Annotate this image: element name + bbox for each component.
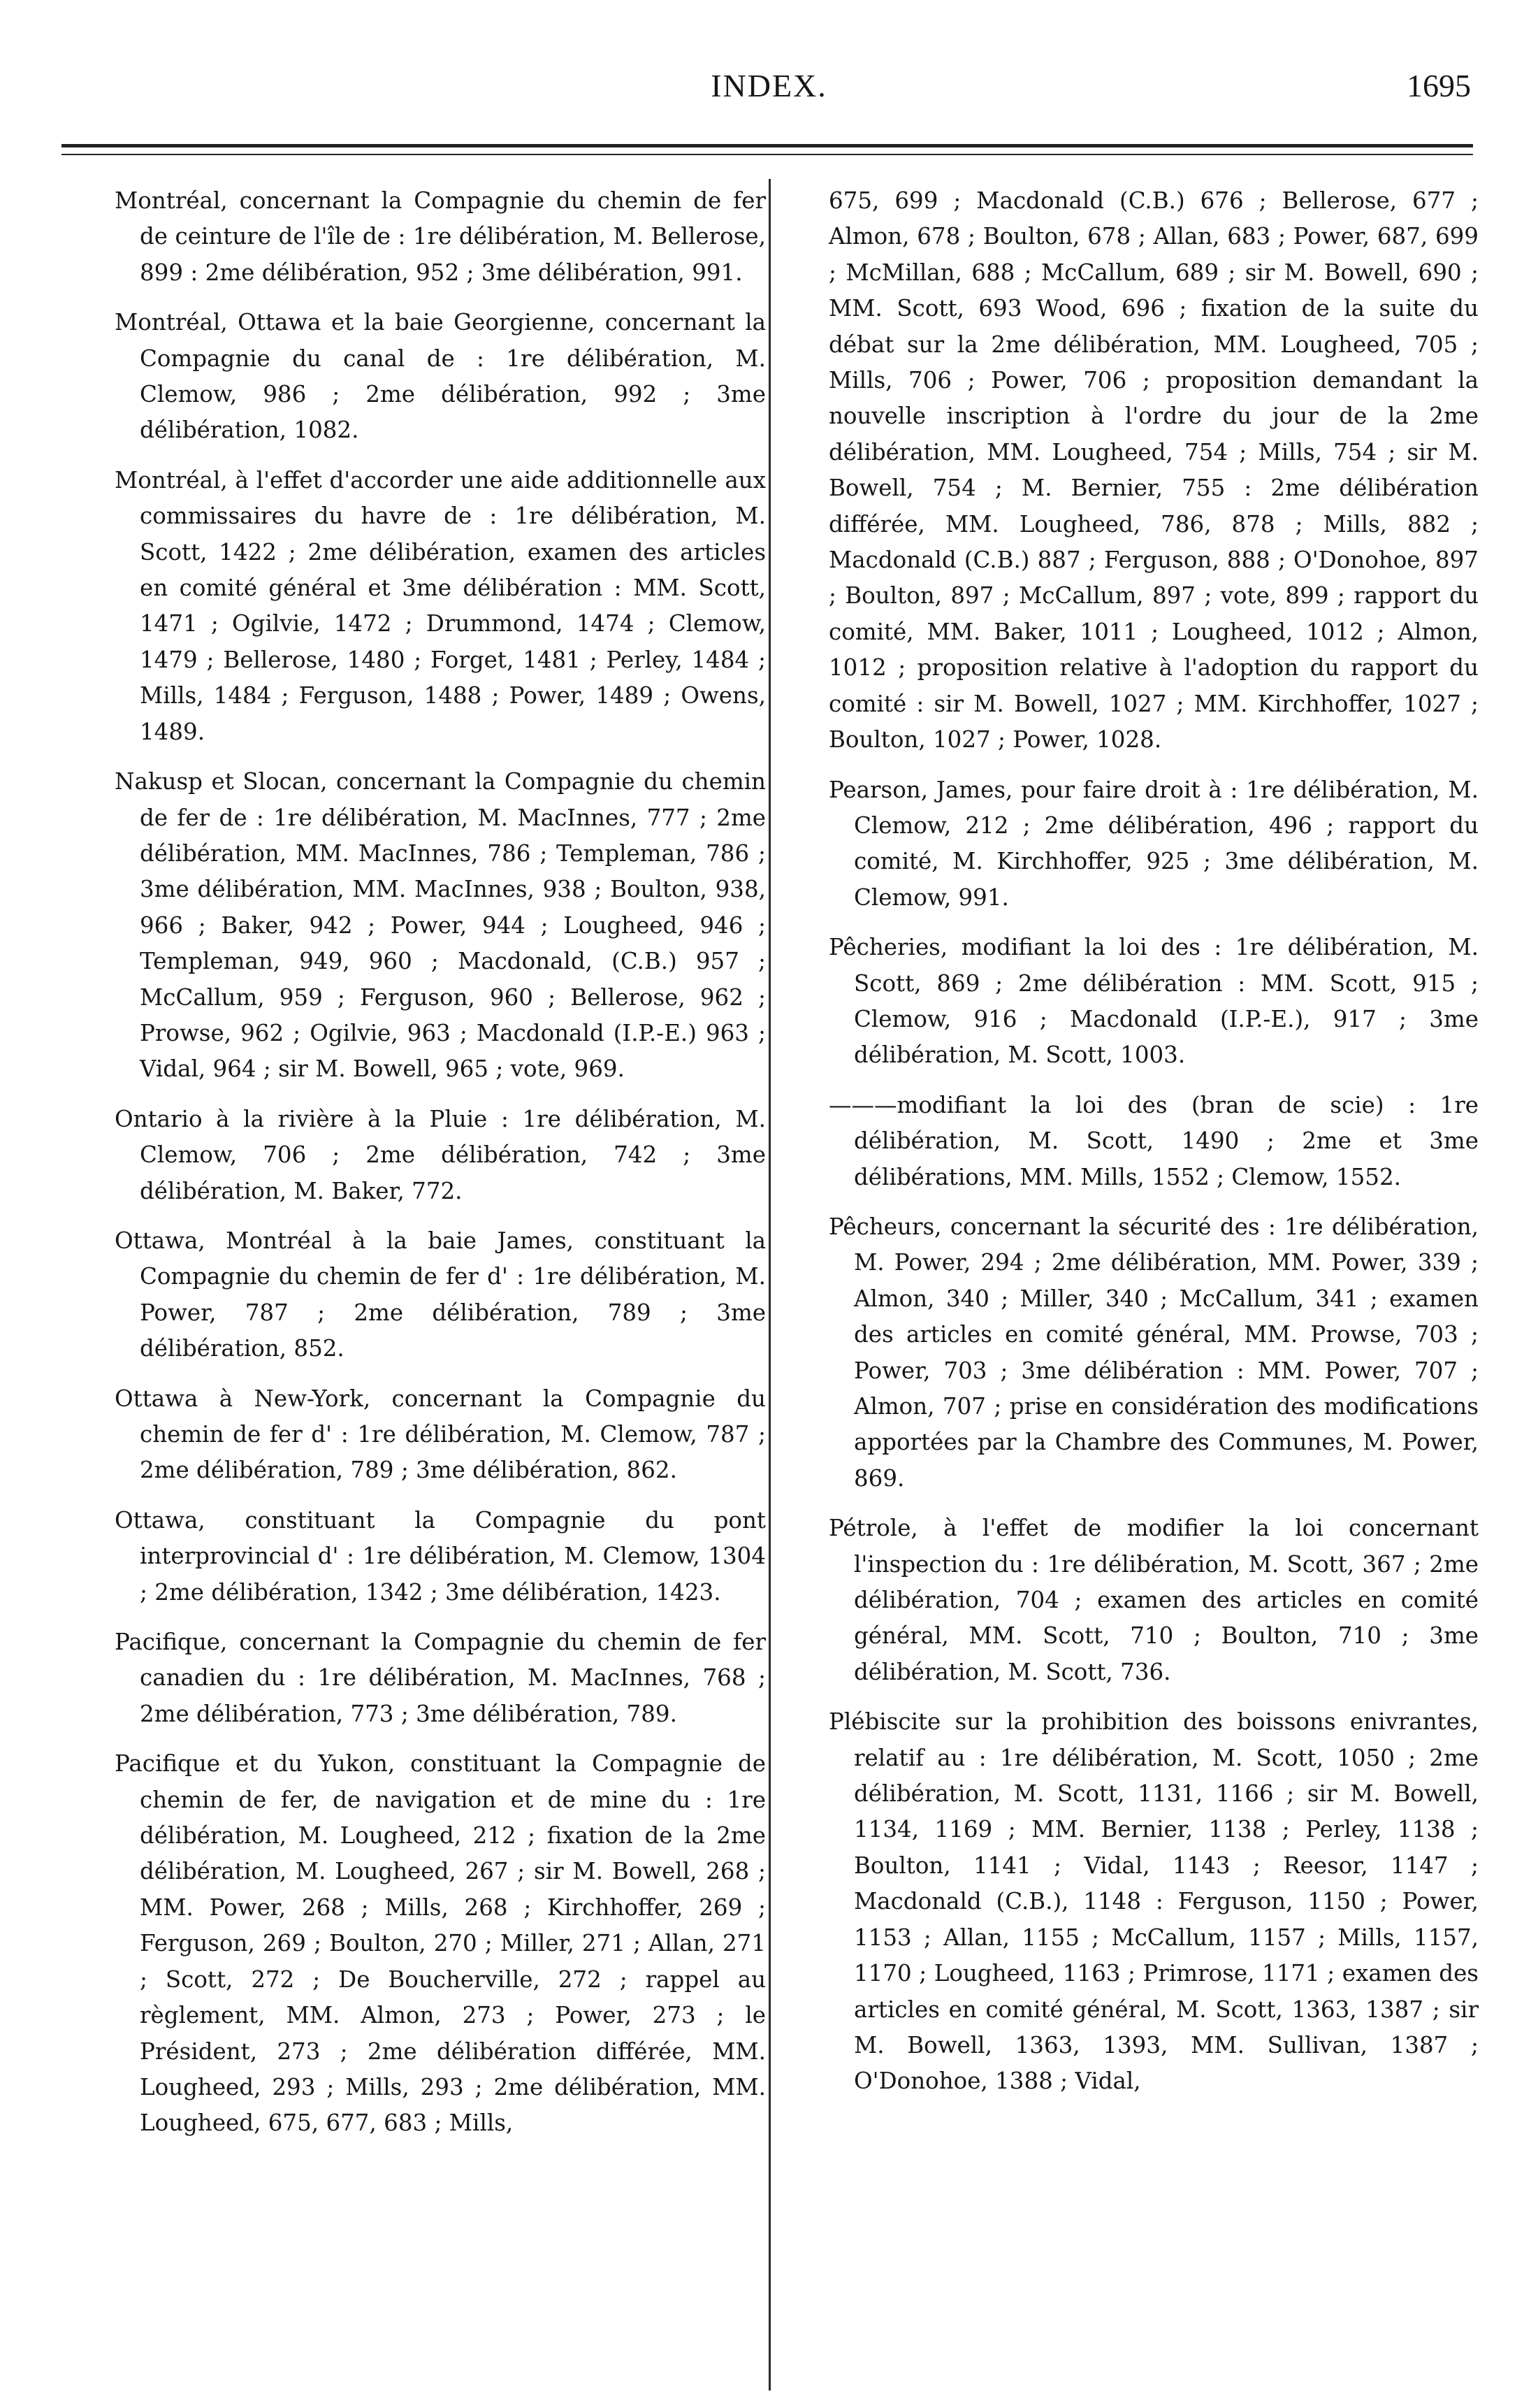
header-rule-thick — [61, 144, 1473, 147]
index-entry: Montréal, concernant la Compagnie du chemin de fer de ceinture de l'île de : 1re délibération, M. Bellerose, 899 : 2me délibération, 952 ; 3me délibération, 991. — [115, 187, 766, 286]
column-divider — [769, 179, 771, 2391]
index-entry: Ottawa à New-York, concernant la Compagnie du chemin de fer d' : 1re délibération, M. Clemow, 787 ; 2me délibération, 789 ; 3me délibération, 862. — [115, 1385, 766, 1484]
index-entry: Pêcheries, modifiant la loi des : 1re délibération, M. Scott, 869 ; 2me délibération : MM. Scott, 915 ; Clemow, 916 ; Macdonald (I.P.-E.), 917 ; 3me délibération, M. Scott, 1003. — [829, 934, 1479, 1069]
index-entry: Ontario à la rivière à la Pluie : 1re délibération, M. Clemow, 706 ; 2me délibération, 742 ; 3me délibération, M. Baker, 772. — [115, 1105, 766, 1204]
index-entry: Ottawa, constituant la Compagnie du pont interprovincial d' : 1re délibération, M. Clemow, 1304 ; 2me délibération, 1342 ; 3me délibération, 1423. — [115, 1506, 766, 1606]
index-entry: Ottawa, Montréal à la baie James, constituant la Compagnie du chemin de fer d' : 1re délibération, M. Power, 787 ; 2me délibération, 789 ; 3me délibération, 852. — [115, 1227, 766, 1362]
index-entry: Pêcheurs, concernant la sécurité des : 1re délibération, M. Power, 294 ; 2me délibération, MM. Power, 339 ; Almon, 340 ; Miller, 340 ; McCallum, 341 ; examen des articles en comité général, MM. Prowse, 703 ; Power, 703 ; 3me délibération : MM. Power, 707 ; Almon, 707 ; prise en considération des modifications apportées par la Chambre des Communes, M. Power, 869. — [829, 1213, 1479, 1492]
header-rule-thin — [61, 154, 1473, 155]
index-entry: Pacifique, concernant la Compagnie du chemin de fer canadien du : 1re délibération, M. MacInnes, 768 ; 2me délibération, 773 ; 3me délibération, 789. — [115, 1629, 766, 1727]
right-column — [829, 183, 1479, 2114]
index-entry: Montréal, Ottawa et la baie Georgienne, concernant la Compagnie du canal de : 1re délibération, M. Clemow, 986 ; 2me délibération, 992 ; 3me délibération, 1082. — [115, 309, 766, 444]
page-title: INDEX. — [711, 68, 827, 103]
index-entry: Plébiscite sur la prohibition des boissons enivrantes, relatif au : 1re délibération, M. Scott, 1050 ; 2me délibération, M. Scott, 1131, 1166 ; sir M. Bowell, 1134, 1169 ; MM. Bernier, 1138 ; Perley, 1138 ; Boulton, 1141 ; Vidal, 1143 ; Reesor, 1147 ; Macdonald (C.B.), 1148 : Ferguson, 1150 ; Power, 1153 ; Allan, 1155 ; McCallum, 1157 ; Mills, 1157, 1170 ; Lougheed, 1163 ; Primrose, 1171 ; examen des articles en comité général, M. Scott, 1363, 1387 ; sir M. Bowell, 1363, 1393, MM. Sullivan, 1387 ; O'Donohoe, 1388 ; Vidal, — [829, 1708, 1479, 2095]
index-entry: Pétrole, à l'effet de modifier la loi concernant l'inspection du : 1re délibération, M. Scott, 367 ; 2me délibération, 704 ; examen des articles en comité général, MM. Scott, 710 ; Boulton, 710 ; 3me délibération, M. Scott, 736. — [829, 1515, 1479, 1685]
index-entry: Montréal, à l'effet d'accorder une aide additionnelle aux commissaires du havre de : 1re délibération, M. Scott, 1422 ; 2me délibération, examen des articles en comité général et 3me délibération : MM. Scott, 1471 ; Ogilvie, 1472 ; Drummond, 1474 ; Clemow, 1479 ; Bellerose, 1480 ; Forget, 1481 ; Perley, 1484 ; Mills, 1484 ; Ferguson, 1488 ; Power, 1489 ; Owens, 1489. — [115, 466, 766, 745]
index-entry: Pacifique et du Yukon, constituant la Compagnie de chemin de fer, de navigation et de mine du : 1re délibération, M. Lougheed, 212 ; fixation de la 2me délibération, M. Lougheed, 267 ; sir M. Bowell, 268 ; MM. Power, 268 ; Mills, 268 ; Kirchhoffer, 269 ; Ferguson, 269 ; Boulton, 270 ; Miller, 271 ; Allan, 271 ; Scott, 272 ; De Boucherville, 272 ; rappel au règlement, MM. Almon, 273 ; Power, 273 ; le Président, 273 ; 2me délibération différée, MM. Lougheed, 293 ; Mills, 293 ; 2me délibération, MM. Lougheed, 675, 677, 683 ; Mills, — [115, 1750, 766, 2137]
index-entry-continuation: 675, 699 ; Macdonald (C.B.) 676 ; Bellerose, 677 ; Almon, 678 ; Boulton, 678 ; Allan, 683 ; Power, 687, 699 ; McMillan, 688 ; McCallum, 689 ; sir M. Bowell, 690 ; MM. Scott, 693 Wood, 696 ; fixation de la suite du débat sur la 2me délibération, MM. Lougheed, 705 ; Mills, 706 ; Power, 706 ; proposition demandant la nouvelle inscription à l'ordre du jour de la 2me délibération, MM. Lougheed, 754 ; Mills, 754 ; sir M. Bowell, 754 ; M. Bernier, 755 : 2me délibération différée, MM. Lougheed, 786, 878 ; Mills, 882 ; Macdonald (C.B.) 887 ; Ferguson, 888 ; O'Donohoe, 897 ; Boulton, 897 ; McCallum, 897 ; vote, 899 ; rapport du comité, MM. Baker, 1011 ; Lougheed, 1012 ; Almon, 1012 ; proposition relative à l'adoption du rapport du comité : sir M. Bowell, 1027 ; MM. Kirchhoffer, 1027 ; Boulton, 1027 ; Power, 1028. — [829, 187, 1479, 754]
index-entry: ———modifiant la loi des (bran de scie) : 1re délibération, M. Scott, 1490 ; 2me et 3me délibérations, MM. Mills, 1552 ; Clemow, 1552. — [829, 1091, 1479, 1190]
index-entry: Nakusp et Slocan, concernant la Compagnie du chemin de fer de : 1re délibération, M. MacInnes, 777 ; 2me délibération, MM. MacInnes, 786 ; Templeman, 786 ; 3me délibération, MM. MacInnes, 938 ; Boulton, 938, 966 ; Baker, 942 ; Power, 944 ; Lougheed, 946 ; Templeman, 949, 960 ; Macdonald, (C.B.) 957 ; McCallum, 959 ; Ferguson, 960 ; Bellerose, 962 ; Prowse, 962 ; Ogilvie, 963 ; Macdonald (I.P.-E.) 963 ; Vidal, 964 ; sir M. Bowell, 965 ; vote, 969. — [115, 768, 766, 1083]
left-column — [115, 183, 766, 2156]
page-number: 1695 — [1407, 68, 1471, 103]
page-header — [0, 67, 1538, 116]
index-entry: Pearson, James, pour faire droit à : 1re délibération, M. Clemow, 212 ; 2me délibération, 496 ; rapport du comité, M. Kirchhoffer, 925 ; 3me délibération, M. Clemow, 991. — [829, 776, 1479, 911]
